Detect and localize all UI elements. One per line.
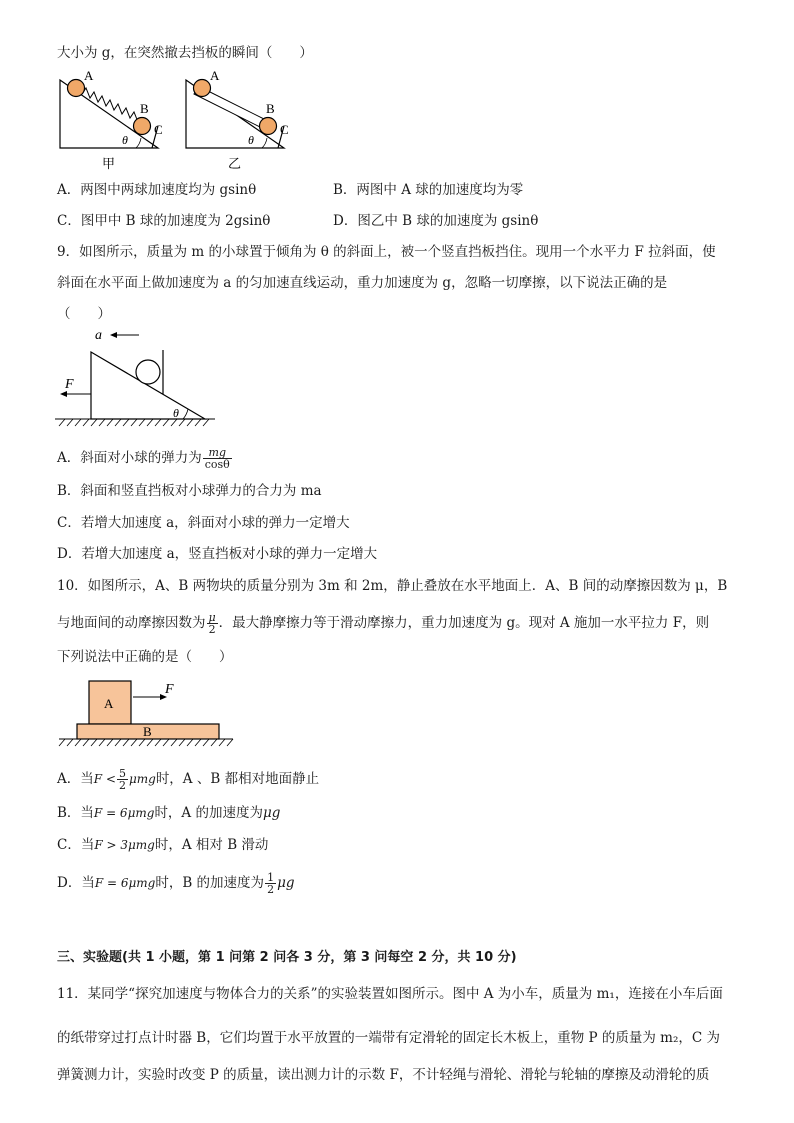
q9-option-d: D．若增大加速度 a，竖直挡板对小球的弹力一定增大 (57, 546, 378, 562)
q10-figure (55, 675, 245, 755)
q10-option-a-den: 2 (118, 779, 126, 792)
q10-option-b-post: 时，A 的加速度为 (154, 805, 263, 821)
fig8-jia-caption: 甲 (102, 157, 116, 172)
q9-option-a-den: cosθ (204, 458, 230, 471)
q10-stem-line-2 (57, 612, 709, 635)
q10-option-a (57, 768, 319, 791)
q10-option-a-fraction (117, 768, 128, 791)
section-3-heading: 三、实验题(共 1 小题，第 1 问第 2 问各 3 分，第 3 问每空 2 分，共 10 分) (57, 950, 517, 965)
q9-option-a-num: mg (203, 447, 232, 459)
q9-stem-line-2: 斜面在水平面上做加速度为 a 的匀加速直线运动，重力加速度为 g，忽略一切摩擦，以下说法正确的是 (57, 275, 668, 291)
q10-option-c-f: F > 3μmg (94, 838, 155, 852)
fig10-label-f: F (165, 682, 174, 697)
q10-mu-half-num: μ (208, 611, 216, 624)
q8-option-b: B．两图中 A 球的加速度均为零 (333, 182, 524, 198)
q9-option-a-fraction (203, 447, 232, 470)
q10-stem-line-3: 下列说法中正确的是（ ） (57, 649, 233, 665)
fig10-label-a: A (104, 696, 114, 711)
q9-stem-line-3: （ ） (57, 306, 111, 322)
fig8-yi-label-c: C (280, 122, 289, 137)
fig9-theta: θ (173, 406, 179, 420)
q10-option-b-f: F = 6μmg (93, 806, 155, 820)
fig8-jia-label-a: A (84, 68, 94, 83)
q9-option-a-prefix: A．斜面对小球的弹力为 (57, 450, 202, 466)
q10-stem-line-2-pre: 与地面间的动摩擦因数为 (57, 615, 206, 631)
q9-option-b: B．斜面和竖直挡板对小球弹力的合力为 ma (57, 483, 322, 499)
q10-mu-half-den: 2 (208, 623, 216, 636)
q9-figure (55, 322, 225, 432)
q10-stem-line-1: 10．如图所示，A、B 两物块的质量分别为 3m 和 2m，静止叠放在水平地面上．A、B 间的动摩擦因数为 μ，B (57, 578, 728, 594)
q10-option-a-pre: A．当 (57, 771, 94, 787)
fig8-yi-theta: θ (248, 133, 254, 147)
q10-option-d-f: F = 6μmg (94, 876, 156, 890)
q10-stem-line-2-post: ．最大静摩擦力等于滑动摩擦力，重力加速度为 g。现对 A 施加一水平拉力 F，则 (218, 615, 710, 631)
fig8-yi-caption: 乙 (228, 157, 242, 172)
q10-option-b (57, 804, 280, 822)
fig9-label-f: F (65, 377, 74, 392)
q11-stem-line-3: 弹簧测力计，实验时改变 P 的质量，读出测力计的示数 F，不计轻绳与滑轮、滑轮与轮轴的摩擦及动滑轮的质 (57, 1067, 710, 1083)
fig10-label-b: B (143, 724, 152, 739)
q10-option-d (57, 872, 294, 895)
q10-option-d-pre: D．当 (57, 875, 95, 891)
q10-option-d-end: μg (277, 875, 295, 891)
q10-mu-half-fraction (207, 612, 218, 635)
fig8-jia-theta: θ (122, 133, 128, 147)
fig9-label-a: a (95, 328, 102, 343)
q10-option-b-pre: B．当 (57, 805, 94, 821)
q9-option-a (57, 447, 233, 470)
q10-option-b-end: μg (262, 805, 281, 821)
q10-option-a-f: F < (93, 772, 116, 786)
fig8-jia-label-c: C (154, 122, 163, 137)
q9-stem-line-1: 9．如图所示，质量为 m 的小球置于倾角为 θ 的斜面上，被一个竖直挡板挡住。现用一个水平力 F 拉斜面，使 (57, 244, 716, 260)
q8-figure (50, 66, 310, 176)
fig8-yi-label-b: B (266, 101, 275, 116)
q10-option-c-post: 时，A 相对 B 滑动 (154, 837, 269, 853)
fig8-jia-label-b: B (140, 101, 149, 116)
q10-option-a-mid: μmg (128, 772, 156, 786)
q10-option-c-pre: C．当 (57, 837, 95, 853)
q8-option-a: A．两图中两球加速度均为 gsinθ (57, 182, 257, 198)
q10-option-d-den: 2 (267, 883, 275, 896)
q10-option-d-fraction (265, 872, 276, 895)
q9-option-c: C．若增大加速度 a，斜面对小球的弹力一定增大 (57, 515, 350, 531)
q10-option-c (57, 836, 268, 854)
fig8-yi-label-a: A (210, 68, 220, 83)
q11-stem-line-1: 11．某同学“探究加速度与物体合力的关系”的实验装置如图所示。图中 A 为小车，质量为 m₁，连接在小车后面 (57, 986, 723, 1002)
q8-option-c: C．图甲中 B 球的加速度为 2gsinθ (57, 213, 271, 229)
q8-option-d: D．图乙中 B 球的加速度为 gsinθ (333, 213, 539, 229)
q10-option-a-post: 时，A 、B 都相对地面静止 (155, 771, 320, 787)
q10-option-d-post: 时，B 的加速度为 (155, 875, 265, 891)
q11-stem-line-2: 的纸带穿过打点计时器 B，它们均置于水平放置的一端带有定滑轮的固定长木板上，重物 P 的质量为 m₂，C 为 (57, 1030, 721, 1046)
q10-option-d-num: 1 (267, 871, 275, 884)
intro-line: 大小为 g，在突然撤去挡板的瞬间（ ） (57, 45, 313, 61)
q10-option-a-num: 5 (118, 767, 126, 780)
